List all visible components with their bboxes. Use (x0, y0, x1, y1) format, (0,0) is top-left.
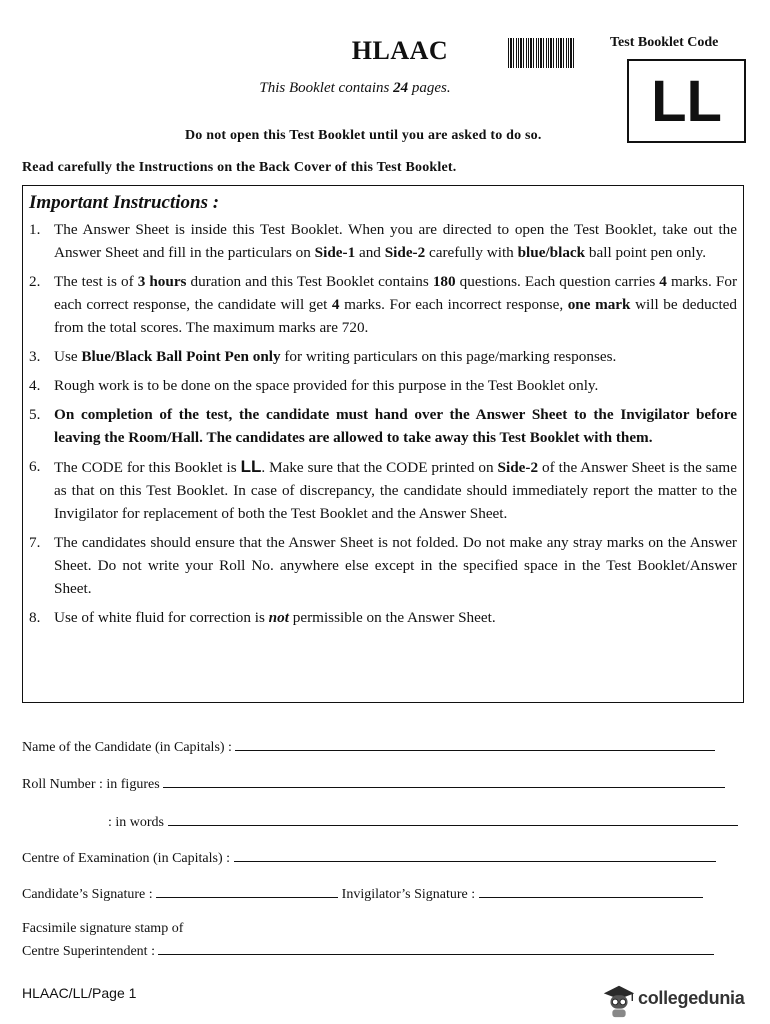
instructions-box (22, 185, 744, 703)
instruction-item (29, 270, 737, 339)
instruction-text-part: marks. For each incorrect response, (339, 296, 568, 313)
logo-wordmark: collegedunia (638, 987, 745, 1008)
instruction-text-part: ball point pen only. (585, 244, 707, 261)
instruction-number: 7. (29, 534, 41, 551)
instruction-text (54, 403, 737, 449)
instruction-item (29, 606, 737, 629)
instruction-text-part: The Answer Sheet is inside this Test Booklet. When you are directed to open the Test Booklet, take out the Answer Sheet and fill in the particulars on (54, 221, 737, 261)
booklet-code: LL (651, 68, 722, 134)
instructions-heading: Important Instructions : (29, 192, 220, 213)
facsimile-label-line-1: Facsimile signature stamp of (22, 921, 184, 936)
instruction-text-part: Side-2 (384, 244, 426, 261)
instruction-text-part: The CODE for this Booklet is (54, 459, 241, 476)
instruction-text-part: 180 (432, 273, 456, 290)
instruction-text-part: of the Answer Sheet is the same as that on this Test Booklet. In case of discrepancy, the candidate should immediately report the matter to the Invigilator for replacement of both the Test Booklet and the Answer Sheet. (54, 459, 737, 522)
instruction-text (54, 270, 737, 339)
instruction-text-part: Use (54, 348, 82, 365)
instruction-text-part: 4 (659, 273, 667, 290)
pages-count: 24 (393, 80, 409, 96)
candidate-signature-label: Candidate’s Signature : (22, 887, 153, 902)
superintendent-field[interactable] (158, 942, 714, 955)
instruction-text-part: duration and this Test Booklet contains (186, 273, 433, 290)
instruction-text-part: carefully with (425, 244, 518, 261)
instruction-text (54, 606, 737, 629)
instruction-number: 3. (29, 348, 41, 365)
roll-figures-label: Roll Number : in figures (22, 777, 160, 792)
centre-row (22, 849, 716, 867)
instruction-item (29, 531, 737, 600)
superintendent-label: Centre Superintendent : (22, 944, 155, 959)
instruction-text-part: Blue/Black Ball Point Pen only (81, 348, 281, 365)
instruction-text-part: Side-2 (497, 459, 539, 476)
instruction-text-part: The candidates should ensure that the Answer Sheet is not folded. Do not make any stray marks on the Answer Sheet. Do not write your Roll No. anywhere else except in the specified space in the Test Booklet/Answer Sheet. (54, 534, 737, 597)
instruction-item (29, 374, 737, 397)
instruction-text-part: for writing particulars on this page/marking responses. (280, 348, 617, 365)
instruction-item (29, 403, 737, 449)
instruction-number: 4. (29, 377, 41, 394)
instruction-text-part: Side-1 (314, 244, 356, 261)
instruction-text (54, 218, 737, 264)
page-footer: HLAAC/LL/Page 1 (22, 985, 137, 1001)
instruction-text-part: The test is of (54, 273, 138, 290)
booklet-code-box (627, 59, 746, 143)
candidate-signature-field[interactable] (156, 885, 338, 898)
instruction-item (29, 218, 737, 264)
instruction-number: 1. (29, 221, 41, 238)
instruction-item (29, 455, 737, 525)
candidate-name-label: Name of the Candidate (in Capitals) : (22, 740, 232, 755)
instruction-text-part: . Make sure that the CODE printed on (261, 459, 498, 476)
instruction-number: 5. (29, 406, 41, 423)
pages-note: This Booklet contains 24 pages. (259, 80, 451, 96)
signature-row (22, 885, 703, 903)
instruction-text-part: questions. Each question carries (455, 273, 660, 290)
instruction-text-part: one mark (567, 296, 631, 313)
instruction-text-part: Use of white fluid for correction is (54, 609, 269, 626)
instruction-text (54, 455, 737, 525)
instruction-text-part: Rough work is to be done on the space provided for this purpose in the Test Booklet only. (54, 377, 599, 394)
instruction-text-part: will be deducted from the total scores. The maximum marks are 720. (54, 296, 738, 336)
collegedunia-logo (600, 982, 744, 1020)
roll-figures-field[interactable] (163, 775, 725, 788)
barcode-icon (508, 38, 576, 68)
instruction-text-part: 3 hours (137, 273, 187, 290)
instruction-text-part: LL (240, 457, 262, 476)
instruction-text-part: marks. For each correct response, the candidate will get (54, 273, 737, 313)
do-not-open-notice: Do not open this Test Booklet until you are asked to do so. (185, 128, 542, 143)
instruction-text (54, 345, 737, 368)
instruction-number: 6. (29, 458, 41, 475)
invigilator-signature-label: Invigilator’s Signature : (341, 887, 476, 902)
instruction-text-part: and (355, 244, 385, 261)
roll-figures-row (22, 775, 725, 793)
roll-words-label: : in words (108, 815, 164, 830)
instruction-number: 8. (29, 609, 41, 626)
roll-words-field[interactable] (168, 813, 738, 826)
booklet-code-label: Test Booklet Code (610, 35, 719, 50)
centre-field[interactable] (234, 849, 716, 862)
instruction-text-part: On completion of the test, the candidate must hand over the Answer Sheet to the Invigilator before leaving the Room/Hall. The candidates are allowed to take away this Test Booklet with them. (54, 406, 737, 446)
instruction-text-part: 4 (331, 296, 340, 313)
read-carefully-notice: Read carefully the Instructions on the Back Cover of this Test Booklet. (22, 160, 457, 175)
candidate-name-row (22, 738, 715, 756)
instruction-number: 2. (29, 273, 41, 290)
instruction-text (54, 374, 737, 397)
candidate-name-field[interactable] (235, 738, 715, 751)
superintendent-row (22, 942, 714, 960)
instruction-text-part: not (268, 609, 289, 626)
instruction-text-part: blue/black (517, 244, 586, 261)
instruction-text-part: permissible on the Answer Sheet. (288, 609, 496, 626)
instruction-item (29, 345, 737, 368)
roll-words-row (108, 813, 738, 831)
series-code: HLAAC (351, 36, 449, 65)
instructions-list (29, 218, 737, 629)
instruction-text (54, 531, 737, 600)
collegedunia-mascot-icon (600, 982, 638, 1020)
logo-tagline (638, 1009, 744, 1015)
centre-label: Centre of Examination (in Capitals) : (22, 851, 231, 866)
invigilator-signature-field[interactable] (479, 885, 703, 898)
